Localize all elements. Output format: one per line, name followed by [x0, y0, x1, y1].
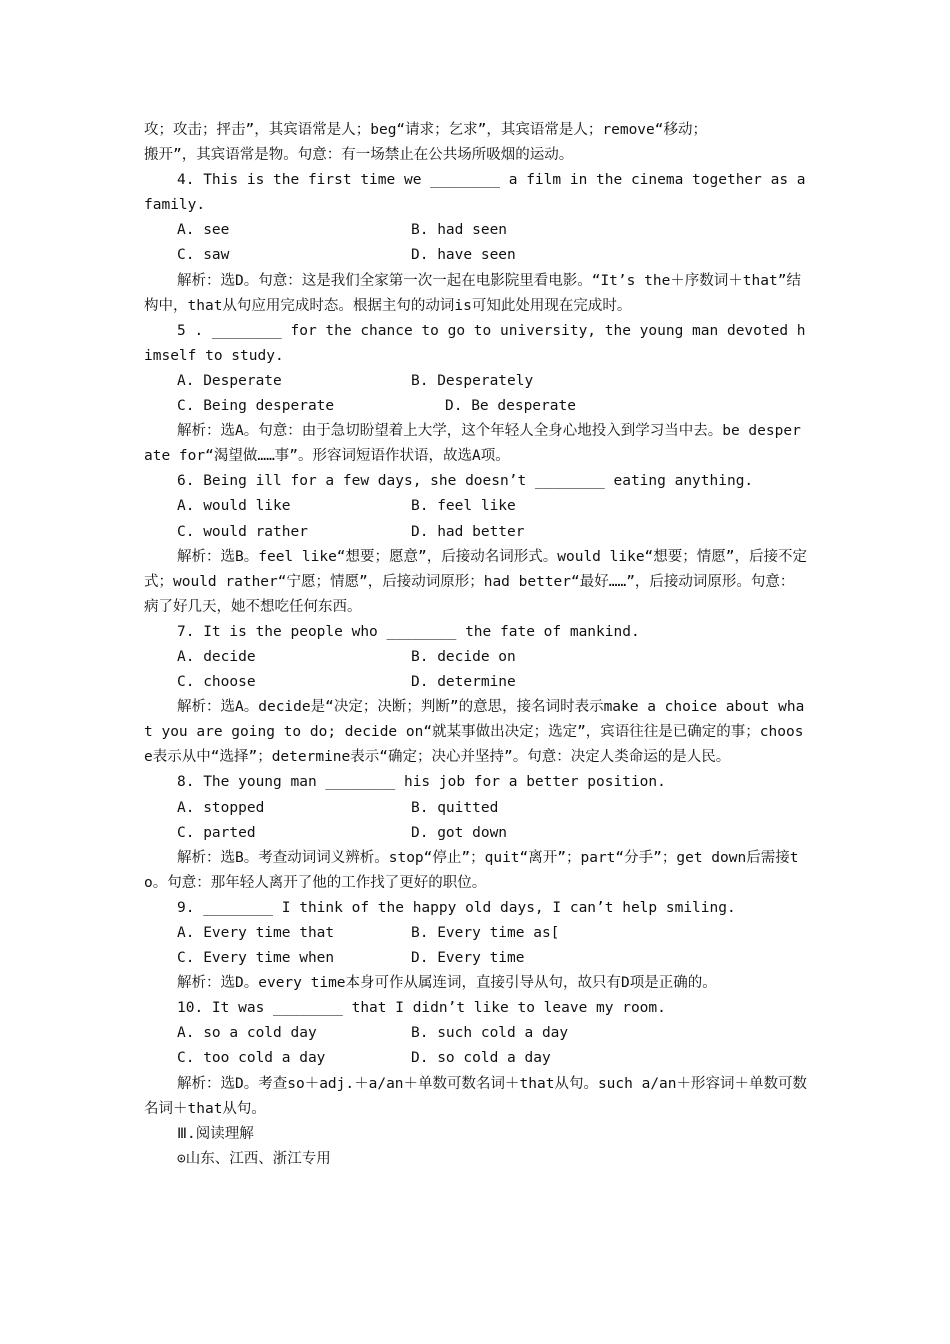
option-a: A. Every time that: [177, 925, 335, 941]
option-b: B. Every time as[: [411, 925, 560, 941]
option-b: B. Desperately: [411, 372, 534, 389]
options-row: [144, 921, 808, 946]
options-row: [144, 1046, 808, 1071]
option-a: A. would like: [177, 498, 291, 515]
option-c: C. saw: [177, 247, 230, 264]
question-stem: 10. It was ________ that I didn’t like to leave my room.: [177, 1000, 666, 1017]
question-stem: 8. The young man ________ his job for a better position.: [177, 774, 666, 791]
option-c: C. would rather: [177, 523, 308, 540]
question-stem: 9. ________ I think of the happy old days, I can’t help smiling.: [177, 899, 736, 916]
question-stem: 4. This is the first time we ________ a film in the cinema together as a family.: [144, 172, 806, 214]
analysis: 解析：选B。考查动词词义辨析。stop“停止”；quit“离开”；part“分手”；get down后需接to。句意：那年轻人离开了他的工作找了更好的职位。: [144, 849, 799, 891]
question-stem: 6. Being ill for a few days, she doesn’t ________ eating anything.: [177, 473, 754, 490]
options-row: [144, 645, 808, 670]
option-d: D. have seen: [411, 247, 516, 264]
option-b: B. feel like: [411, 498, 516, 515]
options-row: [144, 520, 808, 545]
option-c: C. Being desperate: [177, 398, 335, 415]
options-row: [144, 946, 808, 971]
option-d: D. determine: [411, 674, 516, 691]
option-d: D. Be desperate: [445, 398, 576, 415]
option-d: D. so cold a day: [411, 1050, 551, 1067]
intro-line-2: 搬开”，其宾语常是物。句意：有一场禁止在公共场所吸烟的运动。: [144, 147, 574, 164]
option-b: B. such cold a day: [411, 1025, 569, 1042]
options-row: [144, 670, 808, 695]
analysis: 解析：选D。考查so＋adj.＋a/an＋单数可数名词＋that从句。such a/an＋形容词＋单数可数名词＋that从句。: [144, 1075, 808, 1117]
option-d: D. had better: [411, 523, 525, 540]
question-stem: 5 . ________ for the chance to go to university, the young man devoted himself to study.: [144, 322, 806, 364]
intro-line-1: 攻；攻击；抨击”，其宾语常是人；beg“请求；乞求”，其宾语常是人；remove“移动；: [144, 122, 707, 138]
section-title: Ⅲ.阅读理解: [177, 1125, 254, 1142]
analysis: 解析：选D。句意：这是我们全家第一次一起在电影院里看电影。“It’s the＋序数词＋that”结构中，that从句应用完成时态。根据主句的动词is可知此处用现在完成时。: [144, 272, 801, 314]
analysis: 解析：选A。decide是“决定；决断；判断”的意思，接名词时表示make a choice about what you are going to do; decide on“就某事做出决定；选定”，宾语往往是已确定的事；choose表示从中“选择”；determine表示“确定；决心并坚持”。句意：决定人类命运的是人民。: [144, 699, 805, 766]
option-a: A. decide: [177, 648, 256, 665]
analysis: 解析：选D。every time本身可作从属连词，直接引导从句，故只有D项是正确的。: [177, 975, 717, 992]
option-c: C. parted: [177, 824, 256, 841]
option-d: D. got down: [411, 824, 508, 841]
options-row: [144, 218, 808, 243]
options-row: [144, 369, 808, 394]
section-subtitle: ⊙山东、江西、浙江专用: [177, 1150, 331, 1167]
options-row: [144, 821, 808, 846]
option-b: B. had seen: [411, 222, 508, 239]
option-b: B. decide on: [411, 648, 516, 665]
options-row: [144, 243, 808, 268]
option-d: D. Every time: [411, 950, 525, 967]
option-b: B. quitted: [411, 799, 499, 816]
analysis: 解析：选B。feel like“想要；愿意”，后接动名词形式。would like“想要；情愿”，后接不定式；would rather“宁愿；情愿”，后接动词原形；had better“最好……”，后接动词原形。句意：病了好几天，她不想吃任何东西。: [144, 548, 808, 615]
option-a: A. see: [177, 222, 230, 239]
option-c: C. Every time when: [177, 950, 335, 967]
option-a: A. stopped: [177, 799, 265, 816]
option-a: A. so a cold day: [177, 1025, 317, 1042]
option-c: C. choose: [177, 674, 256, 691]
question-stem: 7. It is the people who ________ the fate of mankind.: [177, 623, 640, 640]
option-a: A. Desperate: [177, 372, 282, 389]
option-c: C. too cold a day: [177, 1050, 326, 1067]
options-row: [144, 394, 808, 419]
options-row: [144, 796, 808, 821]
document-page: [144, 118, 808, 1172]
analysis: 解析：选A。句意：由于急切盼望着上大学，这个年轻人全身心地投入到学习当中去。be desperate for“渴望做……事”。形容词短语作状语，故选A项。: [144, 423, 801, 465]
options-row: [144, 494, 808, 519]
options-row: [144, 1021, 808, 1046]
